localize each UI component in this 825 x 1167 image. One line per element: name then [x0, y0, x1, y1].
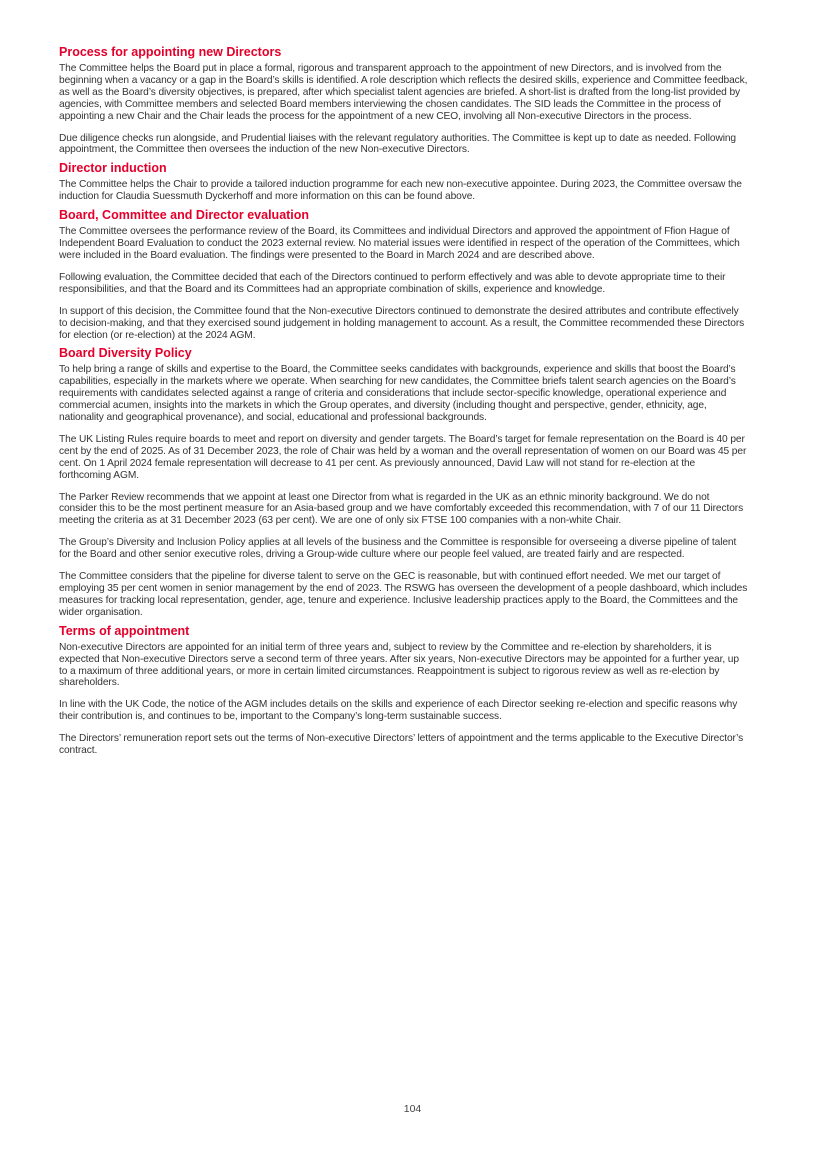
section-heading: Director induction — [59, 161, 167, 176]
paragraph: Due diligence checks run alongside, and Prudential liaises with the relevant regulatory authorities. The Committee is kept up to date as needed. Following appointment, the Committee then oversees the induction of the new Non-executive Directors. — [59, 132, 736, 156]
section-heading: Terms of appointment — [59, 623, 190, 638]
paragraph: Non-executive Directors are appointed for an initial term of three years and, subject to review by the Committee and re-election by shareholders, it is expected that Non-executive Directors serve a second term of three years. After six years, Non-executive Directors may be appointed for a further year, up to a maximum of three additional years, or more in certain limited circumstances. Reappointment is subject to rigorous review as well as re-election by shareholders. — [59, 641, 739, 689]
paragraph: The Group’s Diversity and Inclusion Policy applies at all levels of the business and the Committee is responsible for overseeing a diverse pipeline of talent for the Board and other senior executive roles, driving a Group-wide culture where our people feel valued, are treated fairly and are respected. — [59, 537, 737, 561]
paragraph: The Committee considers that the pipeline for diverse talent to serve on the GEC is reasonable, but with continued effort needed. We met our target of employing 35 per cent women in senior management by the end of 2023. The RSWG has overseen the development of a people dashboard, which includes measures for tracking local representation, gender, age, tenure and experience. Inclusive leadership practices apply to the Board, the Committees and the wider organisation. — [59, 571, 748, 618]
paragraph: The Directors’ remuneration report sets out the terms of Non-executive Directors’ letters of appointment and the terms applicable to the Executive Director’s contract. — [59, 733, 744, 757]
section-terms-of-appointment — [59, 624, 749, 757]
paragraph: In support of this decision, the Committee found that the Non-executive Directors continued to demonstrate the desired attributes and contribute effectively to decision-making, and that they exercised sound judgement in holding management to account. As a result, the Committee recommended these Directors for election (or re-election) at the 2024 AGM. — [59, 305, 745, 341]
section-appointing-directors — [59, 45, 749, 156]
section-evaluation — [59, 208, 749, 341]
section-diversity-policy — [59, 346, 749, 618]
paragraph: To help bring a range of skills and expertise to the Board, the Committee seeks candidates with backgrounds, experience and skills that boost the Board’s capabilities, especially in the markets where we operate. When searching for new candidates, the Committee briefs talent search agencies on the Board’s requirements with candidates selected against a range of criteria and considerations that include sector-specific knowledge, operational experience and commercial acumen, insights into the markets in which the Group operates, and diversity (including thought and perspective, gender, ethnicity, age, nationality and geographical provenance), and social, educational and professional backgrounds. — [59, 364, 736, 424]
paragraph: Following evaluation, the Committee decided that each of the Directors continued to perform effectively and was able to devote appropriate time to their responsibilities, and that the Board and its Committees had an appropriate combination of skills, experience and knowledge. — [59, 271, 726, 295]
paragraph: In line with the UK Code, the notice of the AGM includes details on the skills and experience of each Director seeking re-election and specific reasons why their contribution is, and continues to be, important to the Company’s long-term sustainable success. — [59, 699, 738, 723]
section-heading: Board Diversity Policy — [59, 346, 192, 361]
paragraph: The Parker Review recommends that we appoint at least one Director from what is regarded in the UK as an ethnic minority background. We do not consider this to be the most pertinent measure for an Asia-based group and we have comfortably exceeded this recommendation, with 7 of our 11 Directors meeting the criteria as at 31 December 2023 (63 per cent). We are one of only six FTSE 100 companies with a non-white Chair. — [59, 491, 744, 527]
document-body — [59, 45, 749, 762]
paragraph: The Committee helps the Board put in place a formal, rigorous and transparent approach to the appointment of new Directors, and is involved from the beginning when a vacancy or a gap in the Board’s skills is identified. A role description which reflects the desired skills, experience and Committee feedback, as well as the Board’s diversity objectives, is prepared, after which specialist talent agencies are briefed. A short-list is drafted from the long-list provided by agencies, with Committee members and selected Board members interviewing the chosen candidates. The SID leads the Committee in the process of appointing a new Chair and the Chair leads the process for the appointment of a new CEO, involving all Non-executive Directors in the process. — [59, 63, 748, 122]
section-heading: Board, Committee and Director evaluation — [59, 208, 310, 223]
page-number: 104 — [403, 1103, 422, 1115]
paragraph: The Committee oversees the performance review of the Board, its Committees and individual Directors and approved the appointment of Ffion Hague of Independent Board Evaluation to conduct the 2023 external review. No material issues were identified in respect of the operation of the Committees, which were included in the Board evaluation. The findings were presented to the Board in March 2024 and are described above. — [59, 226, 740, 261]
section-director-induction — [59, 161, 749, 203]
paragraph: The Committee helps the Chair to provide a tailored induction programme for each new non-executive appointee. During 2023, the Committee oversaw the induction for Claudia Suessmuth Dyckerhoff and more information on this can be found above. — [59, 179, 742, 203]
section-heading: Process for appointing new Directors — [59, 45, 282, 59]
paragraph: The UK Listing Rules require boards to meet and report on diversity and gender targets. The Board’s target for female representation on the Board is 40 per cent by the end of 2025. As of 31 December 2023, the role of Chair was held by a woman and the overall representation of women on our Board was 45 per cent. On 1 April 2024 female representation will decrease to 41 per cent. As previously announced, David Law will not stand for re-election at the forthcoming AGM. — [59, 433, 747, 481]
